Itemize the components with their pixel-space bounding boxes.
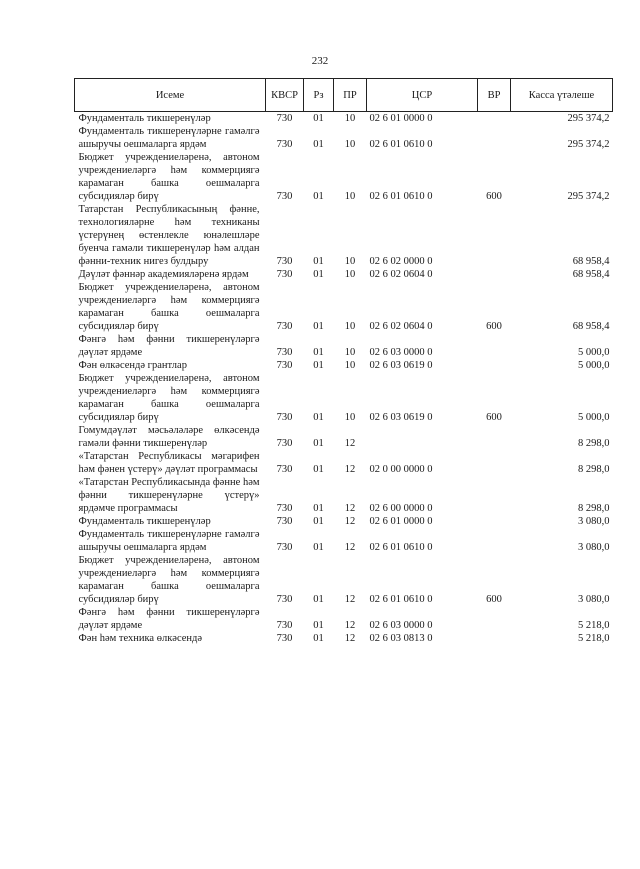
kassa-cell: 5 218,0 <box>578 633 610 644</box>
table-row <box>75 268 613 281</box>
csr-cell: 02 6 01 0610 0 <box>369 139 433 150</box>
table-row <box>75 554 613 606</box>
vr-cell <box>478 515 511 528</box>
kassa-cell: 295 374,2 <box>567 191 610 202</box>
csr-cell: 02 6 03 0813 0 <box>369 633 433 644</box>
csr-cell: 02 6 01 0610 0 <box>369 542 433 553</box>
kvsr-cell: 730 <box>276 113 293 124</box>
kassa-cell: 68 958,4 <box>572 269 610 280</box>
name-cell: Фундаменталь тикшеренүләр <box>78 113 211 124</box>
kvsr-cell: 730 <box>276 139 293 150</box>
rz-cell: 01 <box>313 542 324 553</box>
vr-cell: 600 <box>486 191 502 202</box>
rz-cell: 01 <box>313 360 324 371</box>
kvsr-cell: 730 <box>276 438 293 449</box>
kvsr-cell: 730 <box>276 620 293 631</box>
table-row <box>75 632 613 645</box>
kvsr-cell: 730 <box>276 360 293 371</box>
rz-cell: 01 <box>313 438 324 449</box>
csr-cell: 02 6 01 0000 0 <box>369 113 433 124</box>
rz-cell: 01 <box>313 256 324 267</box>
pr-cell: 12 <box>344 542 356 553</box>
kvsr-cell: 730 <box>276 321 293 332</box>
pr-cell: 10 <box>344 113 356 124</box>
table-row <box>75 450 613 476</box>
pr-cell: 12 <box>344 438 356 449</box>
table-row <box>75 528 613 554</box>
vr-cell: 600 <box>486 412 502 423</box>
table-row <box>75 125 613 151</box>
kvsr-cell: 730 <box>276 516 293 527</box>
name-cell: Дәүләт фәннәр академияләренә ярдәм <box>78 269 249 280</box>
csr-cell: 02 6 02 0604 0 <box>369 269 433 280</box>
kassa-cell: 8 298,0 <box>578 464 610 475</box>
pr-cell: 10 <box>344 347 356 358</box>
kvsr-cell: 730 <box>276 542 293 553</box>
kassa-cell: 68 958,4 <box>572 321 610 332</box>
table-row <box>75 359 613 372</box>
csr-cell: 02 0 00 0000 0 <box>369 464 433 475</box>
pr-cell: 10 <box>344 412 356 423</box>
header-kassa: Касса үтәлеше <box>511 79 613 112</box>
rz-cell: 01 <box>313 594 324 605</box>
name-cell: Бюджет учреждениеләренә, автоном учреждениеләргә һәм коммерциягә карамаган башка оешмаларга субсидияләр бирү <box>78 555 260 605</box>
kvsr-cell: 730 <box>276 633 293 644</box>
rz-cell: 01 <box>313 503 324 514</box>
name-cell: Фән өлкәсендә грантлар <box>78 360 187 371</box>
csr-cell: 02 6 02 0000 0 <box>369 256 433 267</box>
rz-cell: 01 <box>313 269 324 280</box>
rz-cell: 01 <box>313 347 324 358</box>
csr-cell: 02 6 01 0610 0 <box>369 191 433 202</box>
page-number: 232 <box>311 55 329 67</box>
name-cell: Фәнгә һәм фәнни тикшеренүләргә дәүләт ярдәме <box>78 607 260 631</box>
name-cell: Фундаменталь тикшеренүләр <box>78 516 211 527</box>
vr-cell <box>478 632 511 645</box>
kvsr-cell: 730 <box>276 256 293 267</box>
kassa-cell: 3 080,0 <box>578 594 610 605</box>
table-row <box>75 281 613 333</box>
vr-cell <box>478 125 511 151</box>
kassa-cell: 5 000,0 <box>578 347 610 358</box>
csr-cell: 02 6 03 0619 0 <box>369 412 433 423</box>
kassa-cell: 3 080,0 <box>578 516 610 527</box>
header-pr: ПР <box>334 79 367 112</box>
csr-cell: 02 6 02 0604 0 <box>369 321 433 332</box>
pr-cell: 12 <box>344 620 356 631</box>
header-csr: ЦСР <box>367 79 478 112</box>
name-cell: Фундаменталь тикшеренүләрне гамәлгә ашыручы оешмаларга ярдәм <box>78 529 260 553</box>
table-row <box>75 424 613 450</box>
table-row <box>75 515 613 528</box>
csr-cell <box>367 424 478 450</box>
csr-cell: 02 6 00 0000 0 <box>369 503 433 514</box>
kassa-cell: 5 218,0 <box>578 620 610 631</box>
csr-cell: 02 6 01 0000 0 <box>369 516 433 527</box>
vr-cell <box>478 528 511 554</box>
kvsr-cell: 730 <box>276 191 293 202</box>
rz-cell: 01 <box>313 516 324 527</box>
csr-cell: 02 6 01 0610 0 <box>369 594 433 605</box>
name-cell: Татарстан Республикасының фәнне, технологияләрне һәм техниканы үстерүнең өстенлекле юнәлешләре буенча гамәли тикшеренүләр һәм алдан фәнни-техник нигез булдыру <box>78 204 260 267</box>
vr-cell <box>478 333 511 359</box>
pr-cell: 10 <box>344 360 356 371</box>
kvsr-cell: 730 <box>276 594 293 605</box>
pr-cell: 10 <box>344 256 356 267</box>
kvsr-cell: 730 <box>276 269 293 280</box>
name-cell: Фәнгә һәм фәнни тикшеренүләргә дәүләт ярдәме <box>78 334 260 358</box>
table-row <box>75 151 613 203</box>
pr-cell: 10 <box>344 321 356 332</box>
header-name: Исеме <box>75 79 266 112</box>
vr-cell: 600 <box>486 594 502 605</box>
csr-cell: 02 6 03 0000 0 <box>369 347 433 358</box>
kassa-cell: 5 000,0 <box>578 412 610 423</box>
vr-cell <box>478 268 511 281</box>
table-row <box>75 372 613 424</box>
table-header-row <box>75 79 613 112</box>
pr-cell: 10 <box>344 139 356 150</box>
table-row <box>75 606 613 632</box>
budget-table <box>74 78 613 645</box>
vr-cell <box>478 203 511 268</box>
header-vr: ВР <box>478 79 511 112</box>
rz-cell: 01 <box>313 191 324 202</box>
pr-cell: 12 <box>344 464 356 475</box>
vr-cell <box>478 606 511 632</box>
table-row <box>75 112 613 126</box>
vr-cell <box>478 476 511 515</box>
kassa-cell: 68 958,4 <box>572 256 610 267</box>
table-body <box>75 112 613 646</box>
vr-cell: 600 <box>486 321 502 332</box>
kvsr-cell: 730 <box>276 464 293 475</box>
kvsr-cell: 730 <box>276 347 293 358</box>
kassa-cell: 8 298,0 <box>578 438 610 449</box>
kassa-cell: 8 298,0 <box>578 503 610 514</box>
name-cell: «Татарстан Республикасы мәгарифен һәм фәнен үстерү» дәүләт программасы <box>78 451 260 475</box>
table-row <box>75 476 613 515</box>
pr-cell: 10 <box>344 191 356 202</box>
pr-cell: 12 <box>344 503 356 514</box>
kassa-cell: 295 374,2 <box>567 139 610 150</box>
name-cell: «Татарстан Республикасында фәнне һәм фәнни тикшеренүләрне үстерү» ярдәмче программасы <box>78 477 260 514</box>
rz-cell: 01 <box>313 620 324 631</box>
kvsr-cell: 730 <box>276 503 293 514</box>
table-row <box>75 203 613 268</box>
kvsr-cell: 730 <box>276 412 293 423</box>
pr-cell: 10 <box>344 269 356 280</box>
header-rz: Рз <box>304 79 334 112</box>
kassa-cell: 295 374,2 <box>567 113 610 124</box>
vr-cell <box>478 112 511 126</box>
name-cell: Гомумдәүләт мәсьәләләре өлкәсендә гамәли фәнни тикшеренүләр <box>78 425 260 449</box>
table-row <box>75 333 613 359</box>
rz-cell: 01 <box>313 633 324 644</box>
kassa-cell: 5 000,0 <box>578 360 610 371</box>
name-cell: Бюджет учреждениеләренә, автоном учреждениеләргә һәм коммерциягә карамаган башка оешмаларга субсидияләр бирү <box>78 373 260 423</box>
csr-cell: 02 6 03 0000 0 <box>369 620 433 631</box>
name-cell: Фундаменталь тикшеренүләрне гамәлгә ашыручы оешмаларга ярдәм <box>78 126 260 150</box>
csr-cell: 02 6 03 0619 0 <box>369 360 433 371</box>
vr-cell <box>478 450 511 476</box>
rz-cell: 01 <box>313 139 324 150</box>
pr-cell: 12 <box>344 633 356 644</box>
rz-cell: 01 <box>313 464 324 475</box>
name-cell: Бюджет учреждениеләренә, автоном учреждениеләргә һәм коммерциягә карамаган башка оешмаларга субсидияләр бирү <box>78 152 260 202</box>
pr-cell: 12 <box>344 594 356 605</box>
vr-cell <box>478 359 511 372</box>
kassa-cell: 3 080,0 <box>578 542 610 553</box>
rz-cell: 01 <box>313 412 324 423</box>
name-cell: Фән һәм техника өлкәсендә <box>78 633 203 644</box>
vr-cell <box>478 424 511 450</box>
name-cell: Бюджет учреждениеләренә, автоном учреждениеләргә һәм коммерциягә карамаган башка оешмаларга субсидияләр бирү <box>78 282 260 332</box>
header-kvsr: КВСР <box>266 79 304 112</box>
rz-cell: 01 <box>313 321 324 332</box>
pr-cell: 12 <box>344 516 356 527</box>
rz-cell: 01 <box>313 113 324 124</box>
